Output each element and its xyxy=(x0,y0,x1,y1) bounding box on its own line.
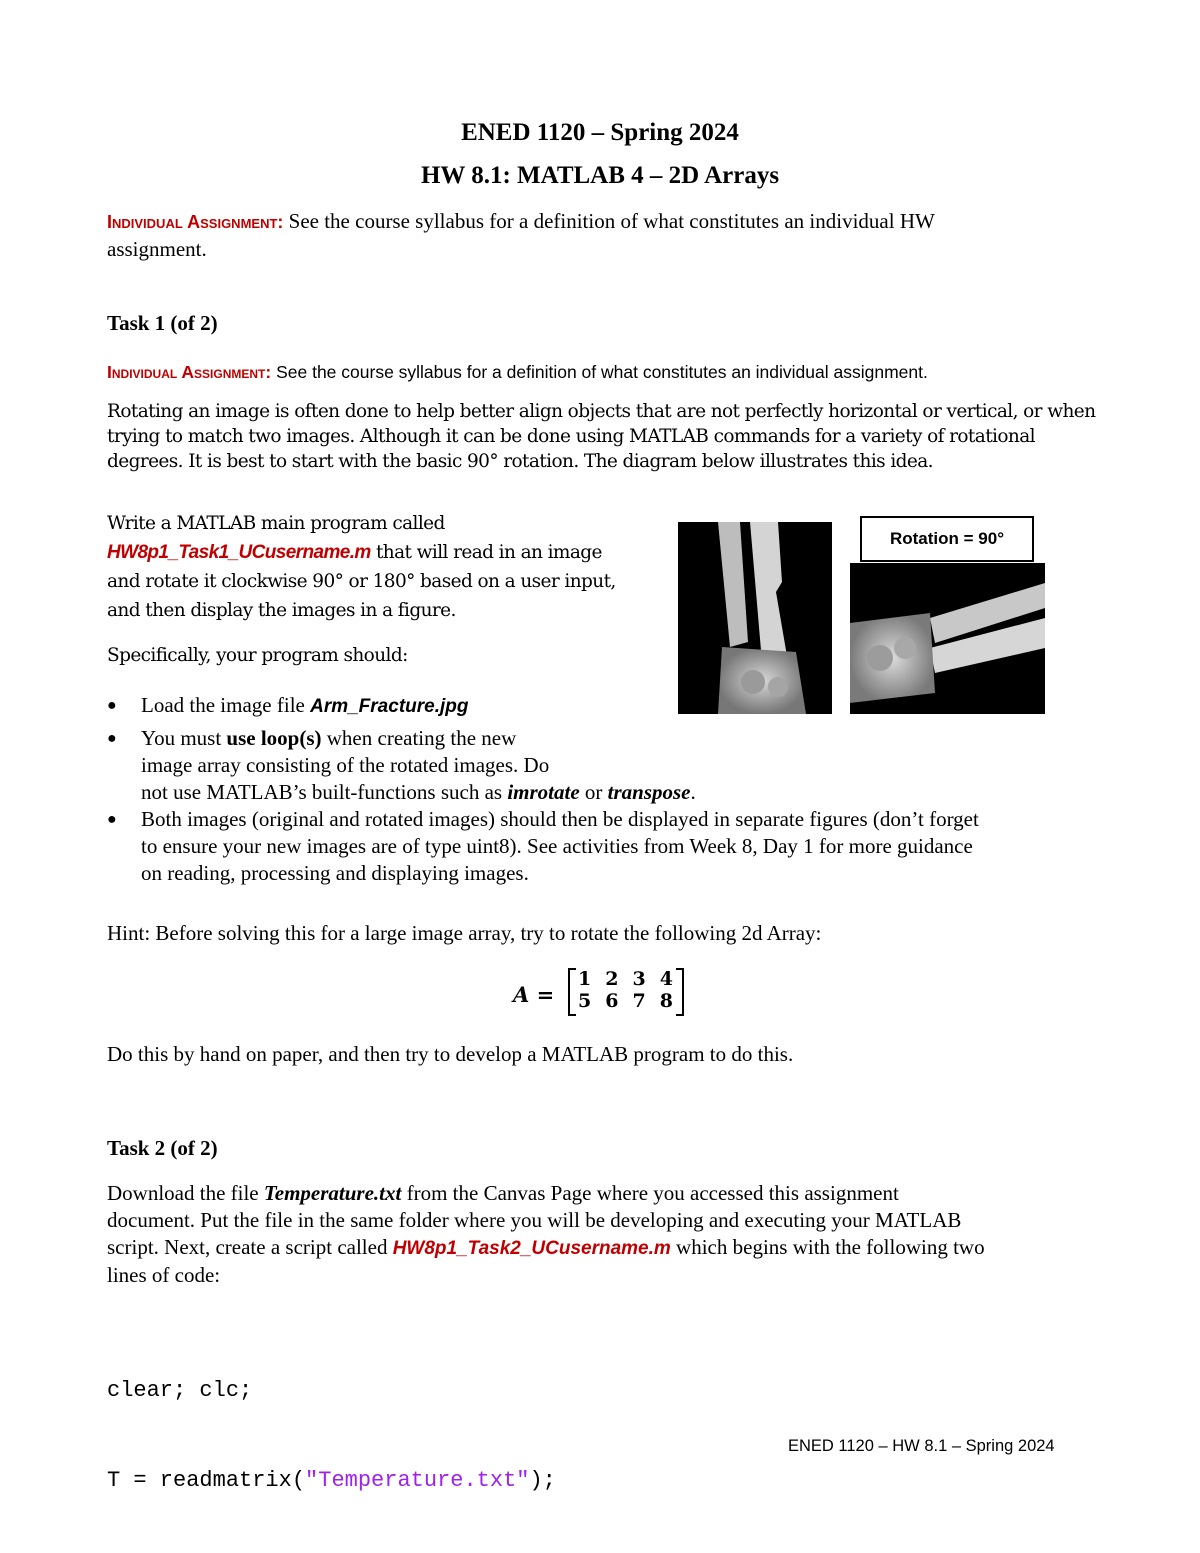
code-text: ); xyxy=(529,1468,556,1493)
forearm-xray-graphic xyxy=(678,522,832,714)
matrix-lhs: A = xyxy=(513,982,555,1007)
matrix-cell: 3 xyxy=(632,968,646,990)
instruction-line: that will read in an image xyxy=(370,542,602,563)
course-title: ENED 1120 – Spring 2024 xyxy=(461,119,739,146)
task1-desc-line: degrees. It is best to start with the basic 90° rotation. The diagram below illustrates this idea. xyxy=(107,451,933,472)
bullet-text: . xyxy=(690,780,696,804)
task1-program-name: HW8p1_Task1_UCusername.m xyxy=(107,542,371,563)
matrix-cell: 5 xyxy=(578,990,592,1012)
task2-text: Download the file xyxy=(107,1181,264,1205)
code-string: "Temperature.txt" xyxy=(305,1468,530,1493)
individual-assignment-label: Individual Assignment: xyxy=(107,212,284,232)
task2-heading: Task 2 (of 2) xyxy=(107,1136,218,1160)
task1-desc-line: trying to match two images. Although it can be done using MATLAB commands for a variety of rotational xyxy=(107,426,1035,447)
task1-ia-label: Individual Assignment: xyxy=(107,362,272,382)
bullet-text: on reading, processing and displaying images. xyxy=(141,861,529,885)
task2-script-name: HW8p1_Task2_UCusername.m xyxy=(392,1238,671,1259)
task1-ia-paragraph xyxy=(107,362,928,383)
page-footer: ENED 1120 – HW 8.1 – Spring 2024 xyxy=(788,1437,1055,1455)
matrix-left-bracket xyxy=(568,968,576,1016)
image-filename: Arm_Fracture.jpg xyxy=(310,696,469,717)
intro-text: See the course syllabus for a definition of what constitutes an individual HW xyxy=(283,209,935,233)
instruction-line: Write a MATLAB main program called xyxy=(107,513,445,534)
bullet-text: to ensure your new images are of type uint8). See activities from Week 8, Day 1 for more guidance xyxy=(141,834,973,858)
task1-heading: Task 1 (of 2) xyxy=(107,311,218,335)
matrix-cell: 4 xyxy=(659,968,673,990)
temperature-filename: Temperature.txt xyxy=(263,1181,402,1205)
instruction-line: and rotate it clockwise 90° or 180° based on a user input, xyxy=(107,571,616,592)
matrix-cell: 8 xyxy=(659,990,673,1012)
task2-text: which begins with the following two xyxy=(670,1235,985,1259)
bullet-text: Both images (original and rotated images) should then be displayed in separate figures (don’t forget xyxy=(141,807,979,831)
intro-paragraph xyxy=(107,208,1107,263)
bullet-load-image: ● Load the image file Arm_Fracture.jpg xyxy=(107,693,469,717)
intro-text-cont: assignment. xyxy=(107,237,207,261)
task1-ia-text: See the course syllabus for a definition of what constitutes an individual assignment. xyxy=(271,362,928,382)
task2-text: lines of code: xyxy=(107,1263,221,1287)
task1-instructions xyxy=(107,509,616,625)
function-imrotate: imrotate xyxy=(507,780,580,804)
task2-text: script. Next, create a script called xyxy=(107,1235,393,1259)
bullet-text: not use MATLAB’s built-functions such as xyxy=(141,780,508,804)
loops-emphasis: use loop(s) xyxy=(226,726,322,750)
bullet-display-images: ● Both images (original and rotated images) should then be displayed in separate figures (don’t forget to ensure your new images are of type uint8). See activities from Week 8, Day 1 for more guidance on reading, processing and displaying images. xyxy=(107,807,979,885)
code-text: T = readmatrix( xyxy=(107,1468,306,1493)
bullet-use-loops: ● You must use loop(s) when creating the new image array consisting of the rotated images. Do not use MATLAB’s built-functions such as imrotate or transpose. xyxy=(107,726,696,804)
rotation-label: Rotation = 90° xyxy=(860,516,1034,562)
matrix-body xyxy=(578,968,673,1012)
matrix-cell: 6 xyxy=(605,990,619,1012)
specifically-text: Specifically, your program should: xyxy=(107,645,408,666)
function-transpose: transpose xyxy=(607,780,691,804)
bullet-text: image array consisting of the rotated images. Do xyxy=(141,753,550,777)
by-hand-text: Do this by hand on paper, and then try to develop a MATLAB program to do this. xyxy=(107,1042,794,1066)
matrix-cell: 7 xyxy=(632,990,646,1012)
bullet-text: when creating the new xyxy=(321,726,517,750)
hint-text: Hint: Before solving this for a large image array, try to rotate the following 2d Array: xyxy=(107,921,822,945)
code-block xyxy=(107,1316,556,1526)
rotated-forearm-xray-graphic xyxy=(850,563,1045,714)
task1-description xyxy=(107,399,1095,474)
instruction-line: and then display the images in a figure. xyxy=(107,600,456,621)
task2-text: document. Put the file in the same folder where you will be developing and executing your MATLAB xyxy=(107,1208,962,1232)
matrix-right-bracket xyxy=(676,968,684,1016)
hw-title: HW 8.1: MATLAB 4 – 2D Arrays xyxy=(420,162,780,189)
rotated-xray-image xyxy=(850,563,1045,714)
task2-description xyxy=(107,1180,985,1289)
code-line: clear; clc; xyxy=(107,1378,253,1403)
task2-text: from the Canvas Page where you accessed this assignment xyxy=(401,1181,899,1205)
bullet-text: You must xyxy=(141,726,227,750)
bullet-text: or xyxy=(579,780,608,804)
task1-desc-line: Rotating an image is often done to help better align objects that are not perfectly horizontal or vertical, or when xyxy=(107,401,1096,422)
matrix-cell: 1 xyxy=(578,968,592,990)
original-xray-image xyxy=(678,522,832,714)
bullet-text: Load the image file xyxy=(141,693,311,717)
matrix-cell: 2 xyxy=(605,968,619,990)
